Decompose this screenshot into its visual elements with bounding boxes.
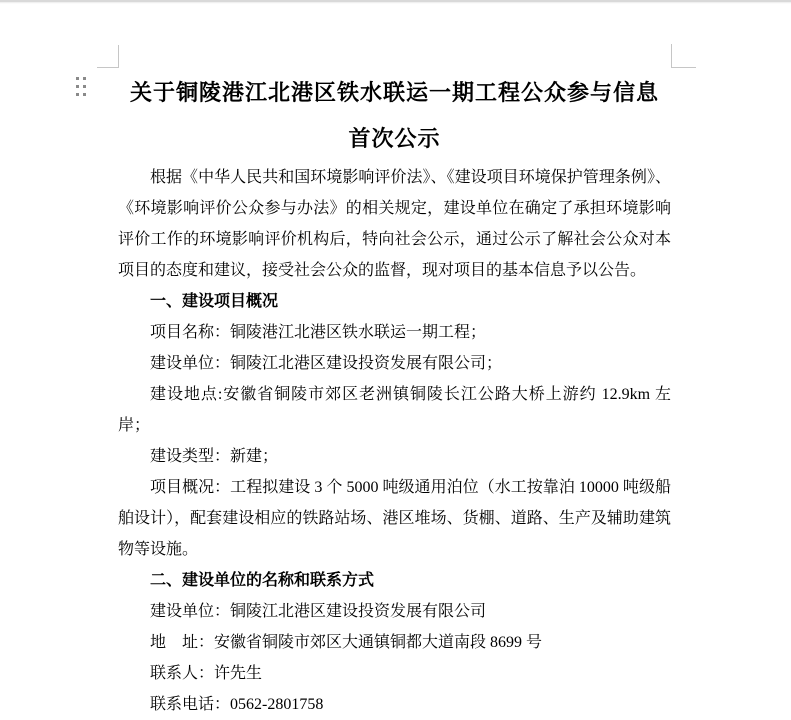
document-title-line1[interactable]: 关于铜陵港江北港区铁水联运一期工程公众参与信息 (129, 80, 659, 105)
document-title[interactable] (118, 64, 671, 162)
section1-item-project-name[interactable]: 项目名称：铜陵港江北港区铁水联运一期工程； (150, 324, 487, 341)
document-title-line2[interactable]: 首次公示 (348, 126, 441, 151)
section1-item-construction-unit[interactable]: 建设单位：铜陵江北港区建设投资发展有限公司； (150, 355, 503, 372)
section2-item-contact-person[interactable]: 联系人：许先生 (150, 665, 263, 682)
section2-item-construction-unit[interactable]: 建设单位：铜陵江北港区建设投资发展有限公司 (150, 603, 487, 620)
drag-handle-icon[interactable] (76, 77, 86, 96)
section1-item-location[interactable]: 建设地点:安徽省铜陵市郊区老洲镇铜陵长江公路大桥上游约 12.9km 左岸； (118, 386, 671, 434)
section2-heading[interactable]: 二、建设单位的名称和联系方式 (150, 572, 375, 589)
section2-item-contact-phone[interactable]: 联系电话：0562-2801758 (150, 696, 324, 713)
window-top-edge (0, 0, 791, 4)
margin-crop-mark-top-right (671, 44, 696, 68)
margin-crop-mark-top-left (97, 45, 119, 68)
section2-item-address[interactable]: 地 址：安徽省铜陵市郊区大通镇铜都大道南段 8699 号 (150, 634, 543, 651)
document-page[interactable] (118, 64, 671, 720)
section1-heading[interactable]: 一、建设项目概况 (150, 293, 279, 310)
section1-item-overview[interactable]: 项目概况：工程拟建设 3 个 5000 吨级通用泊位（水工按靠泊 10000 吨级船舶设计），配套建设相应的铁路站场、港区堆场、货棚、道路、生产及辅助建筑物等设施。 (118, 479, 671, 558)
intro-paragraph[interactable]: 根据《中华人民共和国环境影响评价法》、《建设项目环境保护管理条例》、《环境影响评价公众参与办法》的相关规定，建设单位在确定了承担环境影响评价工作的环境影响评价机构后，特向社会公示，通过公示了解社会公众对本项目的态度和建议，接受社会公众的监督，现对项目的基本信息予以公告。 (118, 169, 671, 279)
section1-item-type[interactable]: 建设类型：新建； (150, 448, 279, 465)
